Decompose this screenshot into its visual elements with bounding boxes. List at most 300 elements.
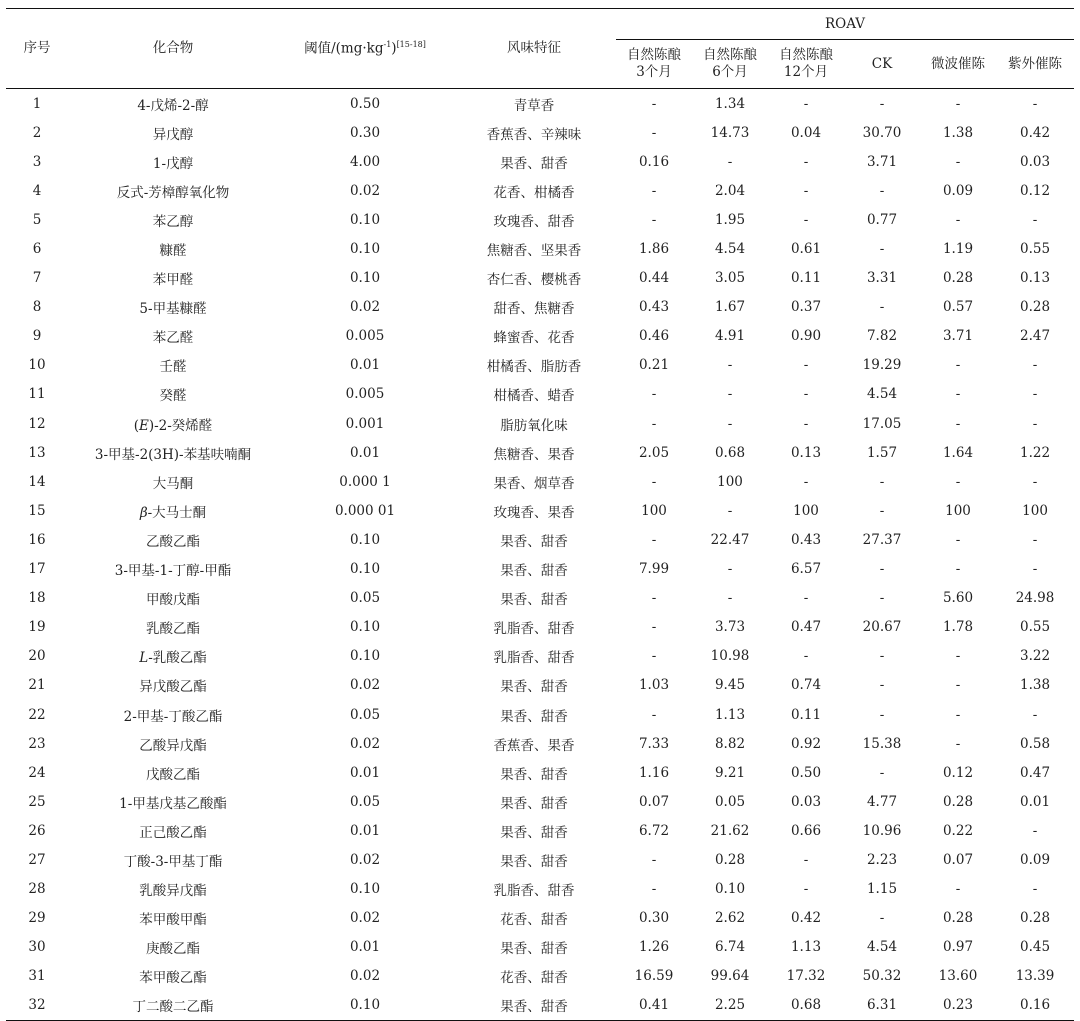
compound-name: 苯乙醛 <box>152 330 194 347</box>
roav-value-ck: 19.29 <box>862 357 902 374</box>
threshold-value: 0.02 <box>349 677 381 694</box>
row-index: 22 <box>28 706 46 723</box>
roav-value-uv: - <box>1032 386 1038 403</box>
roav-value-natural-6m: 0.05 <box>714 793 746 810</box>
roav-value-uv: - <box>1032 211 1038 228</box>
roav-value-natural-6m: 4.91 <box>714 328 746 345</box>
roav-value-natural-12m: 0.92 <box>790 735 822 752</box>
roav-value-ck: 4.77 <box>866 793 898 810</box>
roav-value-natural-3m: 1.26 <box>638 939 670 956</box>
table-row <box>6 264 1074 293</box>
roav-value-ck: 3.71 <box>866 153 898 170</box>
header-threshold-exponent: -1 <box>383 39 392 49</box>
compound-name <box>68 642 278 671</box>
roav-value-natural-6m: 14.73 <box>710 124 750 141</box>
flavor-description: 果香、甜香 <box>500 766 568 783</box>
row-index: 15 <box>28 502 46 519</box>
flavor-description: 果香、甜香 <box>500 941 568 958</box>
table-row <box>6 904 1074 933</box>
row-index: 31 <box>28 968 46 985</box>
compound-name: 异戊醇 <box>152 126 194 143</box>
flavor-description: 蜂蜜香、花香 <box>493 330 575 347</box>
roav-value-natural-3m: 1.03 <box>638 677 670 694</box>
header-compound: 化合物 <box>68 9 278 89</box>
header-threshold <box>278 9 452 89</box>
compound-name: 2-甲基-丁酸乙酯 <box>123 708 223 725</box>
roav-value-natural-12m: 0.74 <box>790 677 822 694</box>
threshold-value: 0.01 <box>349 822 381 839</box>
roav-value-natural-3m: 0.30 <box>638 910 670 927</box>
threshold-value: 0.01 <box>349 939 381 956</box>
table-row <box>6 700 1074 729</box>
roav-value-uv: 0.28 <box>1020 910 1051 927</box>
roav-value-natural-12m: 0.68 <box>790 997 822 1014</box>
flavor-description: 果香、甜香 <box>500 155 568 172</box>
roav-value-uv: - <box>1032 881 1038 898</box>
roav-value-natural-3m: 100 <box>641 502 667 519</box>
roav-value-microwave: - <box>955 473 961 490</box>
roav-value-natural-6m: 3.05 <box>714 270 746 287</box>
roav-value-natural-6m: 2.25 <box>714 997 746 1014</box>
roav-value-ck: 3.31 <box>866 270 898 287</box>
row-index: 24 <box>28 764 46 781</box>
roav-value-uv: 0.28 <box>1020 299 1051 316</box>
flavor-description: 果香、烟草香 <box>493 475 575 492</box>
table-row <box>6 642 1074 671</box>
roav-value-uv: 0.47 <box>1020 764 1051 781</box>
compound-name: 苯甲酸乙酯 <box>139 970 207 987</box>
compound-name: 乙酸异戊酯 <box>139 737 207 754</box>
roav-value-microwave: - <box>955 677 961 694</box>
roav-table-container <box>6 8 1074 1021</box>
roav-value-natural-12m: 0.37 <box>790 299 822 316</box>
roav-value-natural-3m: 0.41 <box>638 997 670 1014</box>
roav-value-uv: 0.55 <box>1020 241 1051 258</box>
row-index: 3 <box>32 153 42 170</box>
compound-name: 苯甲酸甲酯 <box>139 912 207 929</box>
roav-value-microwave: - <box>955 648 961 665</box>
roav-value-microwave: 1.64 <box>942 444 974 461</box>
roav-table <box>6 8 1074 1021</box>
roav-value-natural-6m: 0.10 <box>714 881 746 898</box>
roav-value-natural-3m: 16.59 <box>634 968 674 985</box>
roav-value-microwave: 0.22 <box>942 822 974 839</box>
row-index: 25 <box>28 793 46 810</box>
table-row <box>6 380 1074 409</box>
roav-value-natural-6m: 1.67 <box>714 299 746 316</box>
roav-value-natural-3m: - <box>651 619 657 636</box>
flavor-description: 焦糖香、果香 <box>493 446 575 463</box>
threshold-value: 0.000 1 <box>339 473 391 490</box>
roav-value-ck: - <box>879 182 885 199</box>
row-index: 12 <box>28 415 46 432</box>
roav-value-natural-6m: 99.64 <box>710 968 750 985</box>
table-row <box>6 845 1074 874</box>
threshold-value: 0.02 <box>349 968 381 985</box>
roav-value-microwave: 0.28 <box>942 793 974 810</box>
roav-value-microwave: 5.60 <box>942 590 974 607</box>
compound-name: 壬醛 <box>159 359 187 376</box>
compound-name: 乳酸乙酯 <box>146 621 200 638</box>
roav-value-natural-3m: - <box>651 415 657 432</box>
roav-value-natural-12m: 0.90 <box>790 328 822 345</box>
compound-name: 异戊酸乙酯 <box>139 679 207 696</box>
compound-name: 丁酸-3-甲基丁酯 <box>123 853 223 870</box>
roav-value-microwave: 0.12 <box>942 764 974 781</box>
threshold-value: 0.02 <box>349 182 381 199</box>
threshold-value: 0.10 <box>349 619 381 636</box>
roav-value-natural-3m: 0.43 <box>638 299 670 316</box>
roav-value-ck: - <box>879 561 885 578</box>
roav-value-ck: 2.23 <box>866 851 898 868</box>
roav-value-ck: 15.38 <box>862 735 902 752</box>
roav-value-natural-6m: 8.82 <box>714 735 746 752</box>
flavor-description: 甜香、焦糖香 <box>493 301 575 318</box>
roav-value-natural-12m: - <box>803 182 809 199</box>
roav-value-natural-6m: 9.45 <box>714 677 746 694</box>
threshold-value: 0.01 <box>349 764 381 781</box>
compound-name-prefix: ( <box>133 417 139 434</box>
row-index: 6 <box>32 241 42 258</box>
roav-value-ck: 6.31 <box>866 997 898 1014</box>
compound-name: 丁二酸二乙酯 <box>132 999 214 1016</box>
roav-value-microwave: 0.28 <box>942 270 974 287</box>
flavor-description: 花香、柑橘香 <box>493 184 575 201</box>
roav-value-natural-3m: 1.86 <box>638 241 670 258</box>
table-row <box>6 933 1074 962</box>
roav-value-natural-12m: 0.50 <box>790 764 822 781</box>
roav-value-ck: - <box>879 502 885 519</box>
roav-value-ck: 1.57 <box>866 444 898 461</box>
roav-value-natural-12m: - <box>803 153 809 170</box>
roav-value-ck: 4.54 <box>866 386 898 403</box>
roav-value-natural-3m: - <box>651 851 657 868</box>
roav-value-ck: 0.77 <box>866 211 898 228</box>
table-header <box>6 9 1074 89</box>
roav-value-natural-12m: 17.32 <box>786 968 826 985</box>
roav-value-natural-6m: 1.34 <box>714 95 746 112</box>
row-index: 13 <box>28 444 46 461</box>
header-microwave: 微波催陈 <box>920 40 996 89</box>
threshold-value: 0.30 <box>349 124 381 141</box>
compound-name-italic: E <box>138 417 149 434</box>
row-index: 26 <box>28 822 46 839</box>
roav-value-microwave: 0.07 <box>942 851 974 868</box>
table-row <box>6 875 1074 904</box>
flavor-description: 花香、甜香 <box>500 970 568 987</box>
roav-value-microwave: - <box>955 357 961 374</box>
table-body <box>6 89 1074 1021</box>
roav-value-ck: 1.15 <box>866 881 898 898</box>
roav-value-natural-12m: 0.43 <box>790 531 822 548</box>
roav-value-natural-12m: 0.13 <box>790 444 822 461</box>
threshold-value: 0.10 <box>349 561 381 578</box>
roav-value-uv: - <box>1032 415 1038 432</box>
roav-value-natural-12m: - <box>803 415 809 432</box>
roav-value-natural-3m: - <box>651 531 657 548</box>
roav-value-natural-12m: - <box>803 590 809 607</box>
threshold-value: 0.50 <box>349 95 381 112</box>
table-row <box>6 293 1074 322</box>
threshold-value: 0.10 <box>349 211 381 228</box>
roav-value-natural-6m: 1.13 <box>714 706 746 723</box>
row-index: 10 <box>28 357 46 374</box>
roav-value-ck: - <box>879 590 885 607</box>
roav-value-ck: - <box>879 648 885 665</box>
roav-value-uv: - <box>1032 822 1038 839</box>
row-index: 14 <box>28 473 46 490</box>
row-index: 18 <box>28 590 46 607</box>
roav-value-natural-6m: - <box>727 415 733 432</box>
roav-value-natural-12m: 6.57 <box>790 561 822 578</box>
header-ck: CK <box>844 40 920 89</box>
table-row <box>6 147 1074 176</box>
roav-value-natural-3m: 6.72 <box>638 822 670 839</box>
threshold-value: 0.02 <box>349 299 381 316</box>
roav-value-ck: 50.32 <box>862 968 902 985</box>
roav-value-natural-3m: 0.16 <box>638 153 670 170</box>
table-row <box>6 467 1074 496</box>
roav-value-ck: - <box>879 706 885 723</box>
flavor-description: 焦糖香、坚果香 <box>486 243 582 260</box>
flavor-description: 果香、甜香 <box>500 795 568 812</box>
row-index: 7 <box>32 270 42 287</box>
threshold-value: 0.000 01 <box>334 502 396 519</box>
roav-value-uv: - <box>1032 706 1038 723</box>
header-roav: ROAV <box>616 9 1074 40</box>
threshold-value: 0.001 <box>345 415 385 432</box>
row-index: 27 <box>28 851 46 868</box>
table-row <box>6 816 1074 845</box>
roav-value-uv: - <box>1032 473 1038 490</box>
compound-name: 癸醛 <box>159 388 187 405</box>
header-natural-6m: 自然陈酿 6个月 <box>692 40 768 89</box>
compound-name: 乙酸乙酯 <box>146 533 200 550</box>
roav-value-microwave: - <box>955 706 961 723</box>
roav-value-uv: 3.22 <box>1020 648 1051 665</box>
roav-value-natural-12m: 0.04 <box>790 124 822 141</box>
flavor-description: 香蕉香、果香 <box>493 737 575 754</box>
compound-name: 1-甲基戊基乙酸酯 <box>119 795 227 812</box>
compound-name: 大马酮 <box>152 475 194 492</box>
row-index: 23 <box>28 735 46 752</box>
roav-value-uv: 0.01 <box>1020 793 1051 810</box>
table-row <box>6 438 1074 467</box>
roav-value-natural-3m: 7.99 <box>638 561 670 578</box>
roav-value-microwave: - <box>955 415 961 432</box>
roav-value-microwave: 3.71 <box>942 328 974 345</box>
row-index: 5 <box>32 211 42 228</box>
compound-name: 戊酸乙酯 <box>146 766 200 783</box>
threshold-value: 0.05 <box>349 590 381 607</box>
compound-name: 苯乙醇 <box>152 213 194 230</box>
compound-name: 乳酸异戊酯 <box>139 883 207 900</box>
table-row <box>6 234 1074 263</box>
roav-value-uv: 0.03 <box>1020 153 1051 170</box>
compound-name: 甲酸戊酯 <box>146 592 200 609</box>
flavor-description: 果香、甜香 <box>500 563 568 580</box>
table-row <box>6 118 1074 147</box>
flavor-description: 果香、甜香 <box>500 592 568 609</box>
roav-value-microwave: 0.97 <box>942 939 974 956</box>
compound-name: 糠醛 <box>159 243 187 260</box>
flavor-description: 果香、甜香 <box>500 824 568 841</box>
table-row <box>6 584 1074 613</box>
roav-value-natural-12m: 0.11 <box>790 270 822 287</box>
roav-value-microwave: - <box>955 561 961 578</box>
roav-value-natural-3m: - <box>651 473 657 490</box>
roav-value-natural-12m: - <box>803 357 809 374</box>
table-row <box>6 991 1074 1021</box>
roav-value-microwave: - <box>955 211 961 228</box>
header-threshold-reference: [15-18] <box>396 39 426 49</box>
roav-value-natural-6m: 21.62 <box>710 822 750 839</box>
roav-value-ck: - <box>879 910 885 927</box>
roav-value-ck: 10.96 <box>862 822 902 839</box>
roav-value-natural-6m: 100 <box>717 473 743 490</box>
roav-value-uv: 0.45 <box>1020 939 1051 956</box>
roav-value-natural-12m: 0.03 <box>790 793 822 810</box>
roav-value-ck: - <box>879 95 885 112</box>
row-index: 2 <box>32 124 42 141</box>
roav-value-natural-3m: - <box>651 881 657 898</box>
roav-value-natural-12m: 0.47 <box>790 619 822 636</box>
roav-value-ck: - <box>879 473 885 490</box>
threshold-value: 0.005 <box>345 386 385 403</box>
threshold-value: 0.10 <box>349 648 381 665</box>
compound-name <box>68 409 278 438</box>
flavor-description: 青草香 <box>513 97 555 114</box>
flavor-description: 玫瑰香、果香 <box>493 504 575 521</box>
roav-value-natural-3m: 0.21 <box>638 357 670 374</box>
compound-name: 正己酸乙酯 <box>139 824 207 841</box>
row-index: 19 <box>28 619 46 636</box>
table-row <box>6 351 1074 380</box>
threshold-value: 0.02 <box>349 851 381 868</box>
roav-value-natural-6m: - <box>727 153 733 170</box>
compound-name: 1-戊醇 <box>152 155 194 172</box>
roav-value-microwave: 0.23 <box>942 997 974 1014</box>
header-flavor: 风味特征 <box>452 9 616 89</box>
roav-value-microwave: - <box>955 95 961 112</box>
compound-name-italic: L <box>139 650 149 667</box>
threshold-value: 0.01 <box>349 444 381 461</box>
roav-value-natural-3m: 2.05 <box>638 444 670 461</box>
flavor-description: 花香、甜香 <box>500 912 568 929</box>
roav-value-natural-3m: - <box>651 95 657 112</box>
roav-value-uv: 0.42 <box>1020 124 1051 141</box>
roav-value-uv: 1.22 <box>1020 444 1051 461</box>
roav-value-uv: - <box>1032 561 1038 578</box>
flavor-description: 脂肪氧化味 <box>500 417 568 434</box>
roav-value-uv: 0.58 <box>1020 735 1051 752</box>
roav-value-microwave: - <box>955 531 961 548</box>
header-natural-12m: 自然陈酿 12个月 <box>768 40 844 89</box>
roav-value-natural-12m: 0.61 <box>790 241 822 258</box>
roav-value-uv: 100 <box>1022 502 1048 519</box>
compound-name-suffix: )-2-癸烯醛 <box>148 417 213 434</box>
roav-value-natural-6m: - <box>727 357 733 374</box>
roav-value-uv: 0.09 <box>1020 851 1051 868</box>
roav-value-ck: 20.67 <box>862 619 902 636</box>
roav-value-natural-6m: - <box>727 386 733 403</box>
roav-value-ck: 7.82 <box>866 328 898 345</box>
roav-value-natural-12m: 0.42 <box>790 910 822 927</box>
compound-name: 3-甲基-2(3H)-苯基呋喃酮 <box>94 446 252 463</box>
roav-value-natural-3m: 7.33 <box>638 735 670 752</box>
threshold-value: 0.10 <box>349 270 381 287</box>
threshold-value: 0.10 <box>349 997 381 1014</box>
roav-value-uv: - <box>1032 357 1038 374</box>
row-index: 9 <box>32 328 42 345</box>
roav-value-natural-12m: - <box>803 648 809 665</box>
roav-value-natural-12m: 0.11 <box>790 706 822 723</box>
roav-value-natural-12m: - <box>803 95 809 112</box>
roav-value-natural-3m: - <box>651 648 657 665</box>
roav-value-natural-12m: 100 <box>793 502 819 519</box>
roav-value-uv: 0.13 <box>1020 270 1051 287</box>
threshold-value: 0.10 <box>349 881 381 898</box>
roav-value-microwave: 1.78 <box>942 619 974 636</box>
row-index: 1 <box>32 95 42 112</box>
compound-name: 苯甲醛 <box>152 272 194 289</box>
flavor-description: 果香、甜香 <box>500 999 568 1016</box>
row-index: 4 <box>32 182 42 199</box>
roav-value-microwave: 0.09 <box>942 182 974 199</box>
row-index: 32 <box>28 997 46 1014</box>
roav-value-natural-12m: - <box>803 881 809 898</box>
roav-value-natural-3m: - <box>651 386 657 403</box>
roav-value-natural-6m: 9.21 <box>714 764 746 781</box>
roav-value-natural-6m: 2.04 <box>714 182 746 199</box>
roav-value-natural-6m: 10.98 <box>710 648 750 665</box>
roav-value-natural-3m: - <box>651 124 657 141</box>
roav-value-natural-6m: 2.62 <box>714 910 746 927</box>
roav-value-microwave: 1.38 <box>942 124 974 141</box>
roav-value-microwave: 0.57 <box>942 299 974 316</box>
roav-value-natural-3m: - <box>651 211 657 228</box>
roav-value-microwave: - <box>955 881 961 898</box>
header-uv: 紫外催陈 <box>996 40 1074 89</box>
table-row <box>6 205 1074 234</box>
flavor-description: 果香、甜香 <box>500 708 568 725</box>
threshold-value: 0.10 <box>349 241 381 258</box>
roav-value-natural-3m: 0.07 <box>638 793 670 810</box>
compound-name: 反式-芳樟醇氧化物 <box>116 184 230 201</box>
flavor-description: 柑橘香、脂肪香 <box>486 359 582 376</box>
roav-value-microwave: - <box>955 153 961 170</box>
threshold-value: 0.02 <box>349 910 381 927</box>
flavor-description: 乳脂香、甜香 <box>493 650 575 667</box>
roav-value-uv: 2.47 <box>1020 328 1051 345</box>
threshold-value: 0.01 <box>349 357 381 374</box>
table-row <box>6 525 1074 554</box>
roav-value-ck: - <box>879 677 885 694</box>
roav-value-microwave: - <box>955 386 961 403</box>
header-index: 序号 <box>6 9 68 89</box>
table-row <box>6 671 1074 700</box>
flavor-description: 果香、甜香 <box>500 679 568 696</box>
roav-value-ck: 17.05 <box>862 415 902 432</box>
roav-value-ck: - <box>879 299 885 316</box>
threshold-value: 0.05 <box>349 706 381 723</box>
roav-value-ck: 4.54 <box>866 939 898 956</box>
table-row <box>6 409 1074 438</box>
flavor-description: 乳脂香、甜香 <box>493 883 575 900</box>
roav-value-microwave: - <box>955 735 961 752</box>
row-index: 8 <box>32 299 42 316</box>
flavor-description: 玫瑰香、甜香 <box>493 213 575 230</box>
